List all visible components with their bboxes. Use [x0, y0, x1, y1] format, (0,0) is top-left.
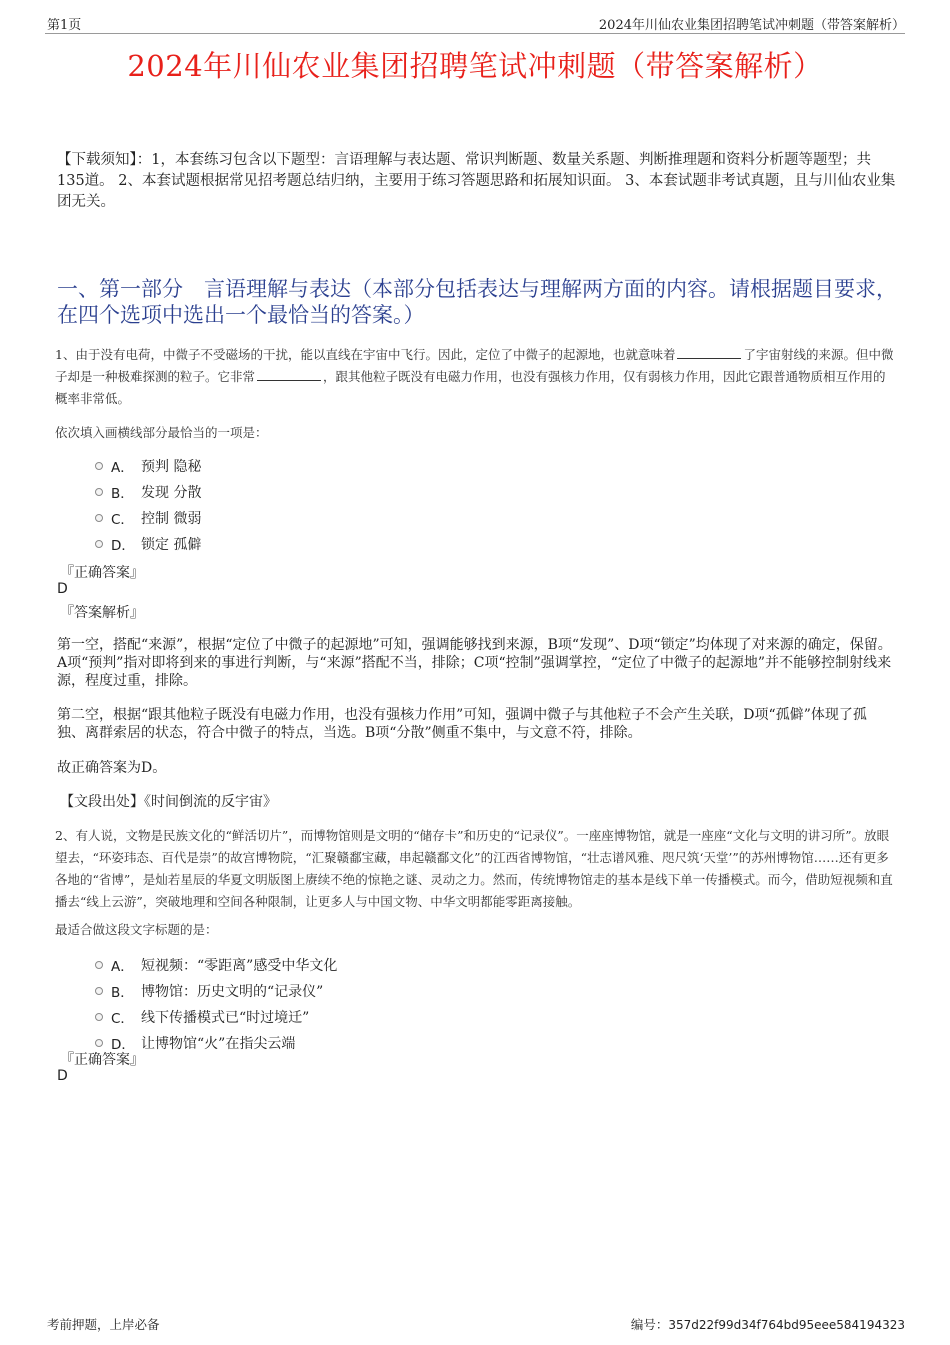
radio-icon[interactable] — [95, 1013, 103, 1021]
q1-analysis-para-2: 第二空，根据“跟其他粒子既没有电磁力作用，也没有强核力作用”可知，强调中微子与其他粒子不会产生关联，D项“孤僻”体现了孤独、离群索居的状态，符合中微子的特点，当选。B项“分散”侧重不集中，与文意不符，排除。 — [57, 707, 867, 741]
q2-answer-label: 『正确答案』 — [60, 1052, 144, 1068]
q1-option-d[interactable]: D． 锁定 孤僻 — [95, 534, 201, 554]
footer-slogan: 考前押题，上岸必备 — [47, 1317, 160, 1332]
q1-analysis-para-1: 第一空，搭配“来源”，根据“定位了中微子的起源地”可知，强调能够找到来源，B项“发现”、D项“锁定”均体现了对来源的确定，保留。A项“预判”指对即将到来的事进行判断，与“来源”搭配不当，排除；C项“控制”强调掌控，“定位了中微子的起源地”并不能够控制射线来源，程度过重，排除。 — [57, 637, 892, 689]
q1-option-c[interactable]: C． 控制 微弱 — [95, 508, 201, 528]
q1-answer-label: 『正确答案』 — [60, 565, 144, 581]
fill-blank-2 — [257, 368, 321, 381]
radio-icon[interactable] — [95, 1039, 103, 1047]
radio-icon[interactable] — [95, 540, 103, 548]
q1-option-a[interactable]: A． 预判 隐秘 — [95, 456, 201, 476]
q2-option-b[interactable]: B． 博物馆：历史文明的“记录仪” — [95, 981, 323, 1001]
page-number: 第1页 — [47, 18, 82, 33]
q1-source: 【文段出处】《时间倒流的反宇宙》 — [60, 794, 277, 810]
question-1-stem: 1、由于没有电荷，中微子不受磁场的干扰，能以直线在宇宙中飞行。因此，定位了中微子的起源地，也就意味着 了宇宙射线的来源。但中微子却是一种极难探测的粒子。它非常 ，跟其他粒子既没有电磁力作用，也没有强核力作用，仅有弱核力作用，因此它跟普通物质相互作用的概率非常低。 — [55, 347, 894, 406]
question-2-prompt: 最适合做这段文字标题的是： — [55, 922, 218, 937]
header-divider — [45, 33, 905, 34]
q2-option-c[interactable]: C． 线下传播模式已“时过境迁” — [95, 1007, 309, 1027]
q2-option-d[interactable]: D． 让博物馆“火”在指尖云端 — [95, 1033, 295, 1053]
radio-icon[interactable] — [95, 488, 103, 496]
fill-blank-1 — [677, 346, 741, 359]
q1-analysis-label: 『答案解析』 — [60, 605, 144, 621]
radio-icon[interactable] — [95, 961, 103, 969]
q1-analysis-conclusion: 故正确答案为D。 — [57, 760, 167, 776]
radio-icon[interactable] — [95, 514, 103, 522]
footer-document-code: 编号：357d22f99d34f764bd95eee584194323 — [630, 1317, 905, 1332]
q1-option-b[interactable]: B． 发现 分散 — [95, 482, 201, 502]
radio-icon[interactable] — [95, 462, 103, 470]
q2-answer: D — [57, 1068, 68, 1084]
q1-answer: D — [57, 581, 68, 597]
radio-icon[interactable] — [95, 987, 103, 995]
q2-option-a[interactable]: A． 短视频：“零距离”感受中华文化 — [95, 955, 337, 975]
section-heading: 一、第一部分 言语理解与表达（本部分包括表达与理解两方面的内容。请根据题目要求，在四个选项中选出一个最恰当的答案。） — [57, 277, 897, 327]
download-notice: 【下载须知】：1，本套练习包含以下题型：言语理解与表达题、常识判断题、数量关系题、判断推理题和资料分析题等题型；共135道。 2、本套试题根据常见招考题总结归纳，主要用于练习答题思路和拓展知识面。 3、本套试题非考试真题，且与川仙农业集团无关。 — [57, 152, 896, 210]
question-2-stem: 2、有人说，文物是民族文化的“鲜活切片”，而博物馆则是文明的“储存卡”和历史的“记录仪”。一座座博物馆，就是一座座“文化与文明的讲习所”。放眼望去，“环姿玮态、百代是崇”的故宫博物院，“汇聚赣鄱宝藏，串起赣鄱文化”的江西省博物馆，“壮志谱风雅、咫尺筑‘天堂’”的苏州博物馆……还有更多各地的“省博”，是灿若星辰的华夏文明版图上赓续不绝的惊艳之谜、灵动之力。然而，传统博物馆走的基本是线下单一传播模式。而今，借助短视频和直播去“线上云游”，突破地理和空间各种限制，让更多人与中国文物、中华文明都能零距离接触。 — [55, 828, 893, 909]
document-title: 2024年川仙农业集团招聘笔试冲刺题（带答案解析） — [127, 49, 823, 83]
header-doc-title: 2024年川仙农业集团招聘笔试冲刺题（带答案解析） — [598, 18, 905, 33]
question-1-prompt: 依次填入画横线部分最恰当的一项是： — [55, 425, 268, 440]
